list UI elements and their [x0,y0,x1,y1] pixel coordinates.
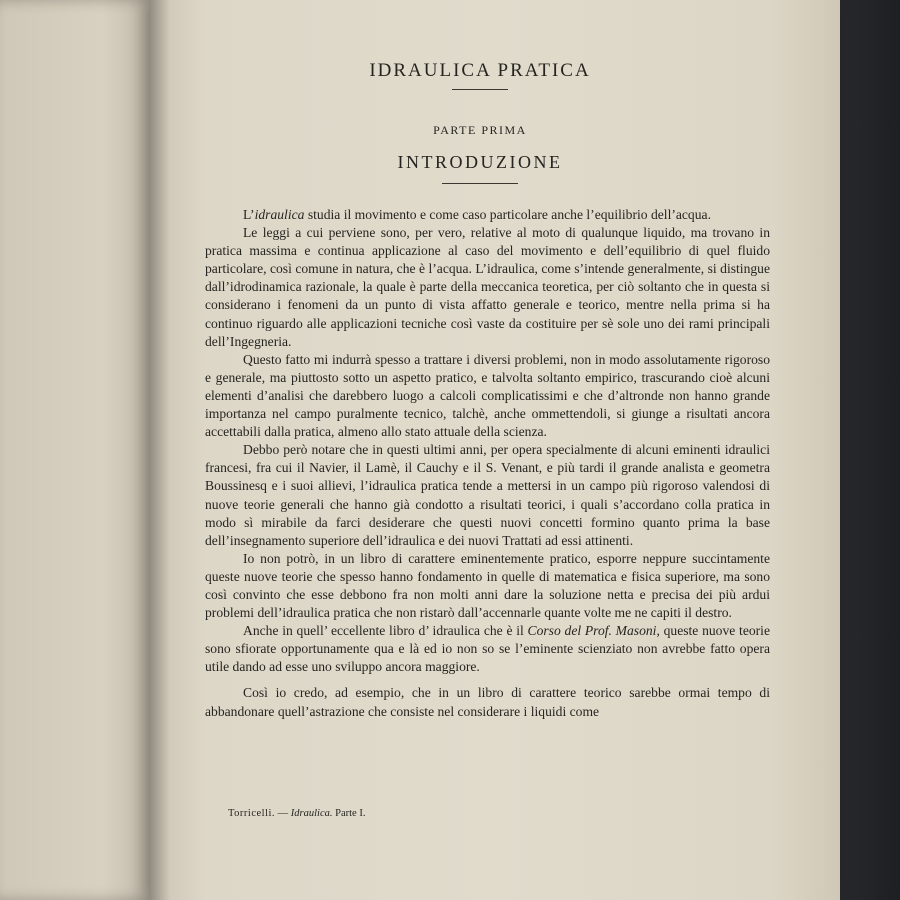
left-page [0,0,170,900]
part-label: PARTE PRIMA [433,123,527,137]
paragraph: Io non potrò, in un libro di carattere eminentemente pratico, esporre neppure succintamente queste nuove teorie che spesso hanno fondamento in quelle di matematica e fisica superiore, ma sono così convinto che esse debbono fra non molti anni dare la soluzione netta e precisa dei più ardui problemi dell’idraulica pratica che non ristarò dall’accennarle quante volte me ne capiti il destro. [205,550,770,621]
section-heading: INTRODUZIONE [397,152,563,172]
page-gutter-shadow [150,0,170,900]
paragraph: Questo fatto mi indurrà spesso a trattare i diversi problemi, non in modo assolutamente rigoroso e generale, ma piuttosto sotto un aspetto pratico, e talvolta soltanto empirico, trascurando cioè alcuni elementi d’analisi che darebbero luogo a calcoli complicatissimi e che d’altronde non hanno grande importanza nel campo puralmente tecnico, talchè, anche ommettendoli, si giunge a risultati ancora accettabili dalla pratica, almeno allo stato attuale della scienza. [205,351,770,440]
footer-author: Torricelli. [228,808,276,819]
paragraph: Debbo però notare che in questi ultimi anni, per opera specialmente di alcuni eminenti idraulici francesi, fra cui il Navier, il Lamè, il Cauchy e il S. Venant, e più tardi il grande analista e geometra Boussinesq e i suoi allievi, l’idraulica pratica tende a mettersi in un campo più rigoroso valendosi di nuove teorie generali che hanno già condotto a risultati teorici, i quali s’accordano colla pratica in modo sì mirabile da farci desiderare che questi nuovi concetti formino quanto prima la base dell’insegnamento superiore dell’idraulica e dei nuovi Trattati ad essi attinenti. [205,442,770,548]
heading-rule [442,183,518,184]
page-footer [228,808,528,819]
paragraph: Anche in quell’ eccellente libro d’ idraulica che è il Corso del Prof. Masoni, queste nuove teorie sono sfiorate opportunamente qua e là ed io non so se l’eminente scienziato non avrebbe fatto opera utile dando ad esse uno sviluppo ancora maggiore. [205,623,770,675]
footer-part: Parte I. [335,808,366,819]
paragraph: L’idraulica studia il movimento e come caso particolare anche l’equilibrio dell’acqua. [243,207,711,222]
body-text [205,206,770,721]
paragraph: Così io credo, ad esempio, che in un libro di carattere teorico sarebbe ormai tempo di abbandonare quell’astrazione che consiste nel considerare i liquidi come [205,685,770,719]
running-title: IDRAULICA PRATICA [369,60,591,81]
paragraph: Le leggi a cui perviene sono, per vero, relative al moto di qualunque liquido, ma trovano in pratica massima e continua applicazione al caso del movimento e dell’equilibrio di quel fluido particolare, così comune in natura, che è l’acqua. L’idraulica, come s’intende generalmente, si distingue dall’idrodinamica razionale, la quale è parte della meccanica teoretica, per ciò soltanto che in questa si considerano i fenomeni da un punto di vista affatto generale e teorico, mentre nella prima si ha continuo riguardo alle applicazioni tecniche così vaste da costituire per sè sole uno dei rami principali dell’Ingegneria. [205,225,770,349]
footer-dash: — [277,808,289,819]
title-rule [452,89,508,90]
footer-book: Idraulica. [290,808,333,819]
